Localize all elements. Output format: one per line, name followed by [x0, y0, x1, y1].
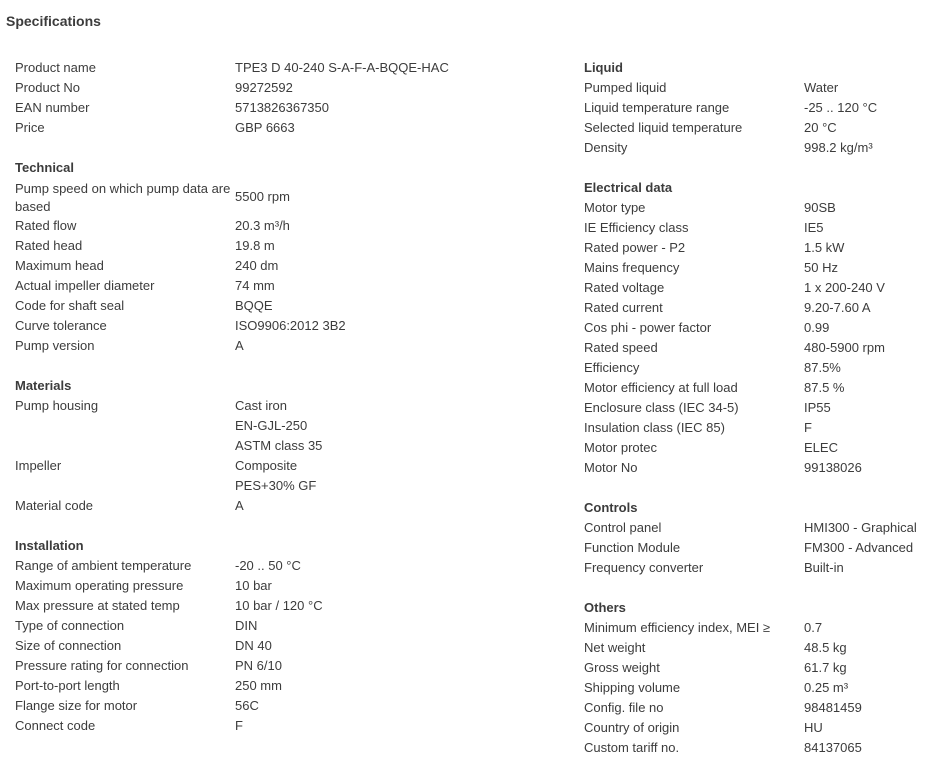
- spec-row-country-of-origin: [584, 718, 929, 738]
- spec-value: HU: [804, 720, 823, 735]
- spec-label: Price: [15, 120, 45, 135]
- spec-value: 19.8 m: [235, 238, 275, 253]
- spec-value: 20.3 m³/h: [235, 218, 290, 233]
- spec-value: 84137065: [804, 740, 862, 755]
- spec-row-product-name: [15, 58, 555, 78]
- spec-label: Actual impeller diameter: [15, 278, 155, 293]
- spec-value: 480-5900 rpm: [804, 340, 885, 355]
- spec-label: Motor type: [584, 200, 646, 215]
- spec-label: Mains frequency: [584, 260, 680, 275]
- spec-value: 250 mm: [235, 678, 282, 693]
- section-title-liquid: Liquid: [584, 60, 623, 75]
- spec-label: Product No: [15, 80, 81, 95]
- spec-row-connection-type: [15, 616, 555, 636]
- spec-value: 98481459: [804, 700, 862, 715]
- spec-row-rated-current: [584, 298, 929, 318]
- spec-row-shipping-volume: [584, 678, 929, 698]
- spec-label: Motor No: [584, 460, 638, 475]
- spec-row-rated-voltage: [584, 278, 929, 298]
- spec-row-enclosure-class: [584, 398, 929, 418]
- spec-label: Max pressure at stated temp: [15, 598, 180, 613]
- spec-label: Liquid temperature range: [584, 100, 730, 115]
- spec-label: Pump version: [15, 338, 95, 353]
- spec-value: ISO9906:2012 3B2: [235, 318, 346, 333]
- spec-label: Pump speed on which pump data are based: [15, 180, 231, 214]
- spec-row-product-no: [15, 78, 555, 98]
- spec-label: Product name: [15, 60, 96, 75]
- spec-label: Range of ambient temperature: [15, 558, 192, 573]
- spec-label: Impeller: [15, 458, 62, 473]
- spec-value: 50 Hz: [804, 260, 838, 275]
- spec-value: GBP 6663: [235, 120, 295, 135]
- spec-value: 10 bar / 120 °C: [235, 598, 323, 613]
- spec-row-ambient-temperature: [15, 556, 555, 576]
- spec-value: 87.5 %: [804, 380, 845, 395]
- spec-row-pumped-liquid: [584, 78, 929, 98]
- spec-row-pump-housing: [15, 396, 555, 456]
- spec-row-flange-size: [15, 696, 555, 716]
- spec-label: Rated speed: [584, 340, 658, 355]
- spec-row-ie-class: [584, 218, 929, 238]
- spec-row-impeller-diameter: [15, 276, 555, 296]
- spec-value: DN 40: [235, 638, 272, 653]
- spec-value: 1.5 kW: [804, 240, 845, 255]
- section-title-technical: Technical: [15, 160, 75, 175]
- spec-value: IE5: [804, 220, 824, 235]
- spec-value: TPE3 D 40-240 S-A-F-A-BQQE-HAC: [235, 60, 449, 75]
- spec-value: 0.99: [804, 320, 830, 335]
- spec-value: Water: [804, 80, 839, 95]
- spec-label: Curve tolerance: [15, 318, 107, 333]
- spec-label: Pumped liquid: [584, 80, 667, 95]
- spec-row-motor-protec: [584, 438, 929, 458]
- spec-label: Function Module: [584, 540, 681, 555]
- spec-value: 74 mm: [235, 278, 275, 293]
- spec-value: 20 °C: [804, 120, 837, 135]
- spec-value: 998.2 kg/m³: [804, 140, 873, 155]
- spec-row-insulation-class: [584, 418, 929, 438]
- spec-label: EAN number: [15, 100, 90, 115]
- spec-row-connect-code: [15, 716, 555, 736]
- spec-value: 9.20-7.60 A: [804, 300, 871, 315]
- spec-label: Connect code: [15, 718, 96, 733]
- section-title-others: Others: [584, 600, 626, 615]
- section-title-electrical: Electrical data: [584, 180, 673, 195]
- spec-row-gross-weight: [584, 658, 929, 678]
- spec-label: Insulation class (IEC 85): [584, 420, 725, 435]
- spec-label: Country of origin: [584, 720, 680, 735]
- spec-row-motor-type: [584, 198, 929, 218]
- spec-row-efficiency: [584, 358, 929, 378]
- spec-row-max-operating-pressure: [15, 576, 555, 596]
- spec-value: 5713826367350: [235, 100, 329, 115]
- spec-row-net-weight: [584, 638, 929, 658]
- spec-value: 10 bar: [235, 578, 272, 593]
- spec-value: Built-in: [804, 560, 844, 575]
- spec-value-line: ASTM class 35: [235, 438, 323, 453]
- spec-label: Net weight: [584, 640, 646, 655]
- spec-value: 1 x 200-240 V: [804, 280, 885, 295]
- spec-row-config-file: [584, 698, 929, 718]
- page-title: Specifications: [6, 13, 101, 29]
- spec-value: BQQE: [235, 298, 273, 313]
- spec-row-rated-flow: [15, 216, 555, 236]
- spec-row-rated-speed: [584, 338, 929, 358]
- spec-value: A: [235, 498, 244, 513]
- spec-label: Code for shaft seal: [15, 298, 125, 313]
- spec-label: Cos phi - power factor: [584, 320, 712, 335]
- spec-row-connection-size: [15, 636, 555, 656]
- spec-label: Port-to-port length: [15, 678, 120, 693]
- spec-row-selected-liquid-temp: [584, 118, 929, 138]
- spec-value: 99272592: [235, 80, 293, 95]
- spec-label: Custom tariff no.: [584, 740, 680, 755]
- spec-label: Motor protec: [584, 440, 657, 455]
- spec-value: FM300 - Advanced: [804, 540, 914, 555]
- spec-row-mei: [584, 618, 929, 638]
- spec-label: Minimum efficiency index, MEI ≥: [584, 620, 771, 635]
- spec-value: -25 .. 120 °C: [804, 100, 878, 115]
- spec-row-port-to-port-length: [15, 676, 555, 696]
- section-title-materials: Materials: [15, 378, 72, 393]
- spec-label: Material code: [15, 498, 94, 513]
- spec-label: Config. file no: [584, 700, 664, 715]
- spec-row-pressure-rating: [15, 656, 555, 676]
- spec-label: Shipping volume: [584, 680, 681, 695]
- spec-row-rated-head: [15, 236, 555, 256]
- spec-row-control-panel: [584, 518, 929, 538]
- spec-value: 87.5%: [804, 360, 841, 375]
- spec-label: Pressure rating for connection: [15, 658, 189, 673]
- spec-value: [235, 456, 555, 496]
- specs-left-column: [15, 58, 555, 736]
- spec-value: A: [235, 338, 244, 353]
- spec-value: F: [235, 718, 243, 733]
- spec-row-density: [584, 138, 929, 158]
- spec-row-price: [15, 118, 555, 138]
- spec-label: Pump housing: [15, 398, 99, 413]
- spec-row-frequency-converter: [584, 558, 929, 578]
- spec-row-curve-tolerance: [15, 316, 555, 336]
- spec-row-mains-frequency: [584, 258, 929, 278]
- spec-row-pump-speed: [15, 178, 555, 216]
- spec-label: Size of connection: [15, 638, 122, 653]
- spec-value: IP55: [804, 400, 831, 415]
- spec-label: Flange size for motor: [15, 698, 138, 713]
- spec-label: Control panel: [584, 520, 662, 535]
- spec-value: 0.25 m³: [804, 680, 849, 695]
- spec-label: Efficiency: [584, 360, 640, 375]
- spec-row-custom-tariff: [584, 738, 929, 758]
- spec-value-line: PES+30% GF: [235, 478, 317, 493]
- spec-label: Rated current: [584, 300, 663, 315]
- spec-value: -20 .. 50 °C: [235, 558, 301, 573]
- spec-value: HMI300 - Graphical: [804, 520, 917, 535]
- spec-label: Rated flow: [15, 218, 77, 233]
- spec-row-liquid-temp-range: [584, 98, 929, 118]
- spec-row-ean: [15, 98, 555, 118]
- spec-row-impeller: [15, 456, 555, 496]
- spec-label: Type of connection: [15, 618, 125, 633]
- spec-label: Rated head: [15, 238, 83, 253]
- spec-label: Frequency converter: [584, 560, 704, 575]
- spec-value: F: [804, 420, 812, 435]
- spec-row-rated-power: [584, 238, 929, 258]
- spec-value: DIN: [235, 618, 258, 633]
- spec-value-line: Cast iron: [235, 398, 288, 413]
- spec-value: 240 dm: [235, 258, 279, 273]
- spec-value: 48.5 kg: [804, 640, 847, 655]
- spec-label: Gross weight: [584, 660, 660, 675]
- spec-label: Enclosure class (IEC 34-5): [584, 400, 739, 415]
- spec-label: Density: [584, 140, 628, 155]
- spec-row-motor-no: [584, 458, 929, 478]
- specs-right-column: [584, 58, 929, 758]
- spec-label: Rated voltage: [584, 280, 665, 295]
- spec-row-power-factor: [584, 318, 929, 338]
- spec-value: 5500 rpm: [235, 189, 290, 204]
- spec-row-function-module: [584, 538, 929, 558]
- spec-row-motor-efficiency-full-load: [584, 378, 929, 398]
- spec-row-shaft-seal: [15, 296, 555, 316]
- spec-row-pump-version: [15, 336, 555, 356]
- spec-row-material-code: [15, 496, 555, 516]
- spec-value-line: Composite: [235, 458, 298, 473]
- spec-value: 90SB: [804, 200, 836, 215]
- spec-value: 0.7: [804, 620, 823, 635]
- section-title-controls: Controls: [584, 500, 638, 515]
- spec-label: IE Efficiency class: [584, 220, 689, 235]
- spec-label: Selected liquid temperature: [584, 120, 743, 135]
- section-title-installation: Installation: [15, 538, 84, 553]
- spec-label: Motor efficiency at full load: [584, 380, 738, 395]
- spec-row-max-pressure-stated-temp: [15, 596, 555, 616]
- spec-value: PN 6/10: [235, 658, 282, 673]
- spec-value: 61.7 kg: [804, 660, 847, 675]
- spec-label: Rated power - P2: [584, 240, 686, 255]
- spec-row-maximum-head: [15, 256, 555, 276]
- spec-value-line: EN-GJL-250: [235, 418, 308, 433]
- spec-label: Maximum operating pressure: [15, 578, 184, 593]
- motor-no-link[interactable]: 99138026: [804, 460, 862, 475]
- spec-value: 56C: [235, 698, 259, 713]
- spec-value: ELEC: [804, 440, 838, 455]
- spec-label: Maximum head: [15, 258, 104, 273]
- spec-value: [235, 396, 555, 456]
